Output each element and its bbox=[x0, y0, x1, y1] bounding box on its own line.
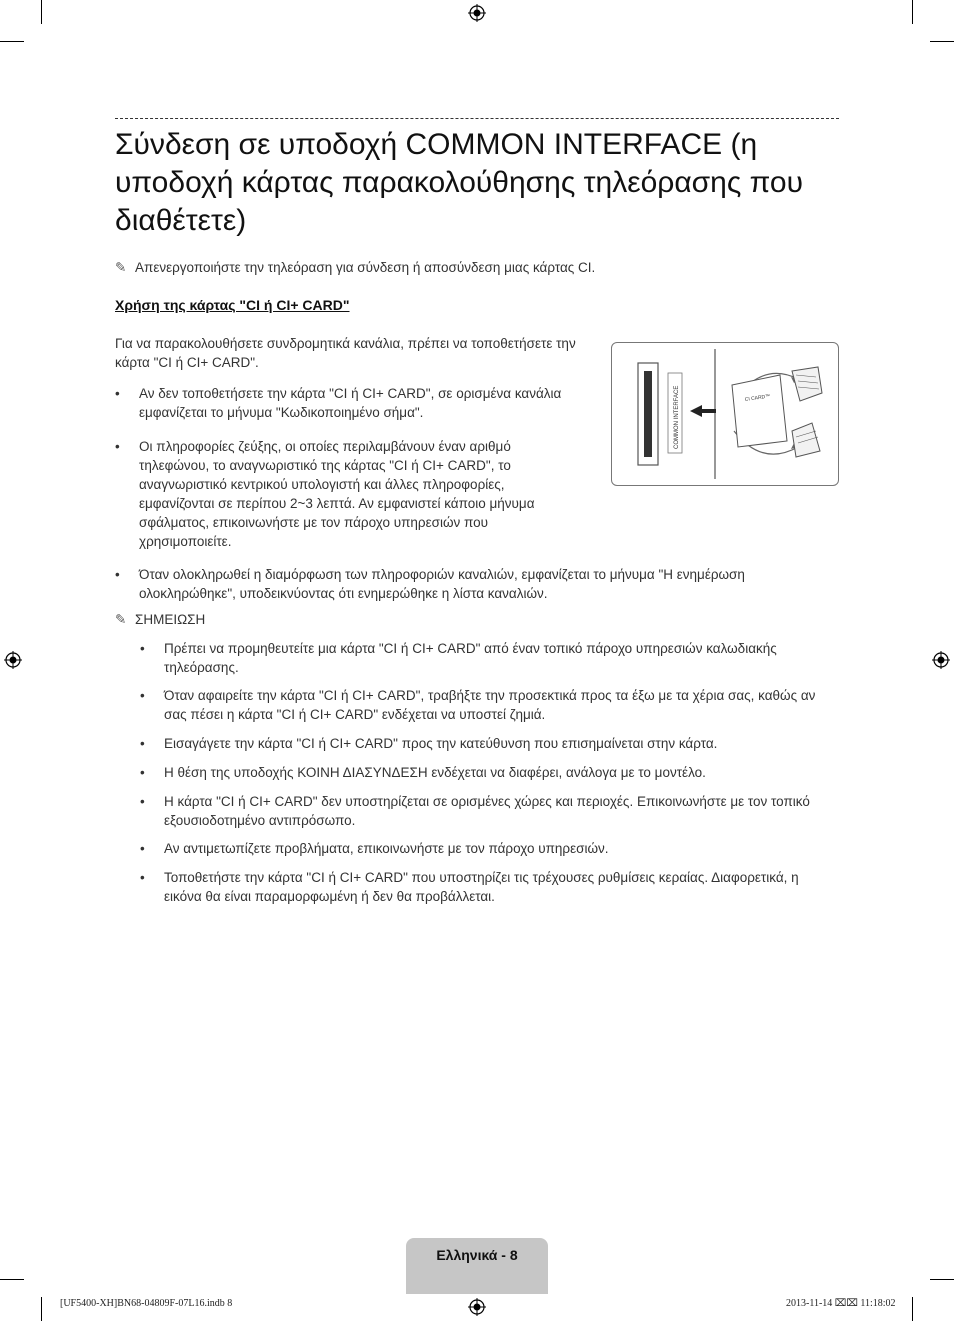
registration-mark-icon bbox=[468, 1298, 486, 1316]
list-item-text: Όταν αφαιρείτε την κάρτα "CI ή CI+ CARD", τραβήξτε την προσεκτικά προς τα έξω με τα χέρια σας, καθώς αν σας πέσει η κάρτα "CI ή CI+ CARD" ενδέχεται να υποστεί ζημιά. bbox=[164, 688, 816, 722]
list-item-text: Τοποθετήστε την κάρτα "CI ή CI+ CARD" που υποστηρίζει τις τρέχουσες ρυθμίσεις κεραίας. Διαφορετικά, η εικόνα θα είναι παραμορφωμένη ή δεν θα προβάλλεται. bbox=[164, 870, 799, 904]
crop-mark bbox=[912, 0, 913, 24]
bullet-icon: • bbox=[140, 765, 145, 780]
bullet-icon: • bbox=[115, 386, 120, 401]
intro-paragraph: Για να παρακολουθήσετε συνδρομητικά κανάλια, πρέπει να τοποθετήσετε την κάρτα "CI ή CI+ CARD". bbox=[115, 336, 576, 370]
crop-mark bbox=[0, 1279, 24, 1280]
bullet-icon: • bbox=[140, 641, 145, 656]
title-divider bbox=[115, 118, 839, 119]
bullet-icon: • bbox=[140, 841, 145, 856]
slot-label: COMMON INTERFACE bbox=[674, 385, 680, 449]
note-label: ΣΗΜΕΙΩΣΗ bbox=[135, 612, 206, 627]
bullet-icon: • bbox=[140, 870, 145, 885]
list-item-text: Όταν ολοκληρωθεί η διαμόρφωση των πληροφοριών καναλιών, εμφανίζεται το μήνυμα "Η ενημέρωση ολοκληρώθηκε", υποδεικνύοντας ότι ενημερώθηκε η λίστα καναλιών. bbox=[139, 567, 745, 601]
list-item bbox=[115, 437, 567, 551]
ci-card-diagram bbox=[612, 343, 838, 485]
pencil-note-icon: ✎ bbox=[115, 260, 127, 275]
file-info: [UF5400-XH]BN68-04809F-07L16.indb 8 bbox=[60, 1298, 233, 1309]
crop-mark bbox=[930, 1279, 954, 1280]
list-item-text: Η θέση της υποδοχής ΚΟΙΝΗ ΔΙΑΣΥΝΔΕΣΗ ενδέχεται να διαφέρει, ανάλογα με το μοντέλο. bbox=[164, 765, 706, 780]
section-subheading: Χρήση της κάρτας "CI ή CI+ CARD" bbox=[115, 297, 350, 313]
list-item-text: Αν αντιμετωπίζετε προβλήματα, επικοινωνήστε με τον πάροχο υπηρεσιών. bbox=[164, 841, 609, 856]
crop-mark bbox=[912, 1297, 913, 1321]
page-title: Σύνδεση σε υποδοχή COMMON INTERFACE (η υποδοχή κάρτας παρακολούθησης τηλεόρασης που διαθέτετε) bbox=[115, 128, 804, 237]
bullet-icon: • bbox=[140, 794, 145, 809]
crop-mark bbox=[930, 41, 954, 42]
bullet-icon: • bbox=[140, 688, 145, 703]
list-item-text: Εισαγάγετε την κάρτα "CI ή CI+ CARD" προς την κατεύθυνση που επισημαίνεται στην κάρτα. bbox=[164, 736, 718, 751]
crop-mark bbox=[41, 0, 42, 24]
list-item bbox=[115, 384, 584, 422]
list-item-text: Η κάρτα "CI ή CI+ CARD" δεν υποστηρίζεται σε ορισμένες χώρες και περιοχές. Επικοινωνήστε με τον τοπικό εξουσιοδοτημένο αντιπρόσωπο. bbox=[164, 794, 810, 828]
list-item bbox=[140, 734, 834, 753]
list-item bbox=[140, 763, 834, 782]
top-note bbox=[115, 258, 835, 277]
top-note-text: Απενεργοποιήστε την τηλεόραση για σύνδεση ή αποσύνδεση μιας κάρτας CI. bbox=[135, 260, 596, 275]
list-item bbox=[140, 686, 834, 724]
bullet-icon: • bbox=[115, 439, 120, 454]
list-item bbox=[115, 565, 839, 603]
registration-mark-icon bbox=[932, 651, 950, 669]
bullet-icon: • bbox=[140, 736, 145, 751]
list-item-text: Πρέπει να προμηθευτείτε μια κάρτα "CI ή CI+ CARD" από έναν τοπικό πάροχο υπηρεσιών καλωδιακής τηλεόρασης. bbox=[164, 641, 777, 675]
registration-mark-icon bbox=[4, 651, 22, 669]
page-number: Ελληνικά - 8 bbox=[436, 1247, 518, 1263]
list-item-text: Αν δεν τοποθετήσετε την κάρτα "CI ή CI+ CARD", σε ορισμένα κανάλια εμφανίζεται το μήνυμα "Κωδικοποιημένο σήμα". bbox=[139, 386, 562, 420]
registration-mark-icon bbox=[468, 4, 486, 22]
note-heading bbox=[115, 610, 205, 629]
card-label: CI CARD™ bbox=[744, 393, 771, 403]
pencil-note-icon: ✎ bbox=[115, 612, 127, 627]
ci-card-illustration bbox=[611, 342, 839, 486]
bullet-icon: • bbox=[115, 567, 120, 582]
list-item bbox=[140, 639, 834, 677]
list-item bbox=[140, 792, 836, 830]
list-item-text: Οι πληροφορίες ζεύξης, οι οποίες περιλαμβάνουν έναν αριθμό τηλεφώνου, το αναγνωριστικό της κάρτας "CI ή CI+ CARD", το αναγνωριστικό κεντρικού υπολογιστή και άλλες πληροφορίες, εμφανίζονται σε περίπου 2~3 λεπτά. Αν εμφανιστεί κάποιο μήνυμα σφάλματος, επικοινωνήστε με τον πάροχο υπηρεσιών που χρησιμοποιείτε. bbox=[139, 439, 535, 549]
list-item bbox=[140, 839, 834, 858]
print-timestamp: 2013-11-14 ⌧⌧ 11:18:02 bbox=[786, 1298, 896, 1309]
crop-mark bbox=[41, 1297, 42, 1321]
list-item bbox=[140, 868, 836, 906]
page-number-tab bbox=[406, 1238, 548, 1294]
crop-mark bbox=[0, 41, 24, 42]
